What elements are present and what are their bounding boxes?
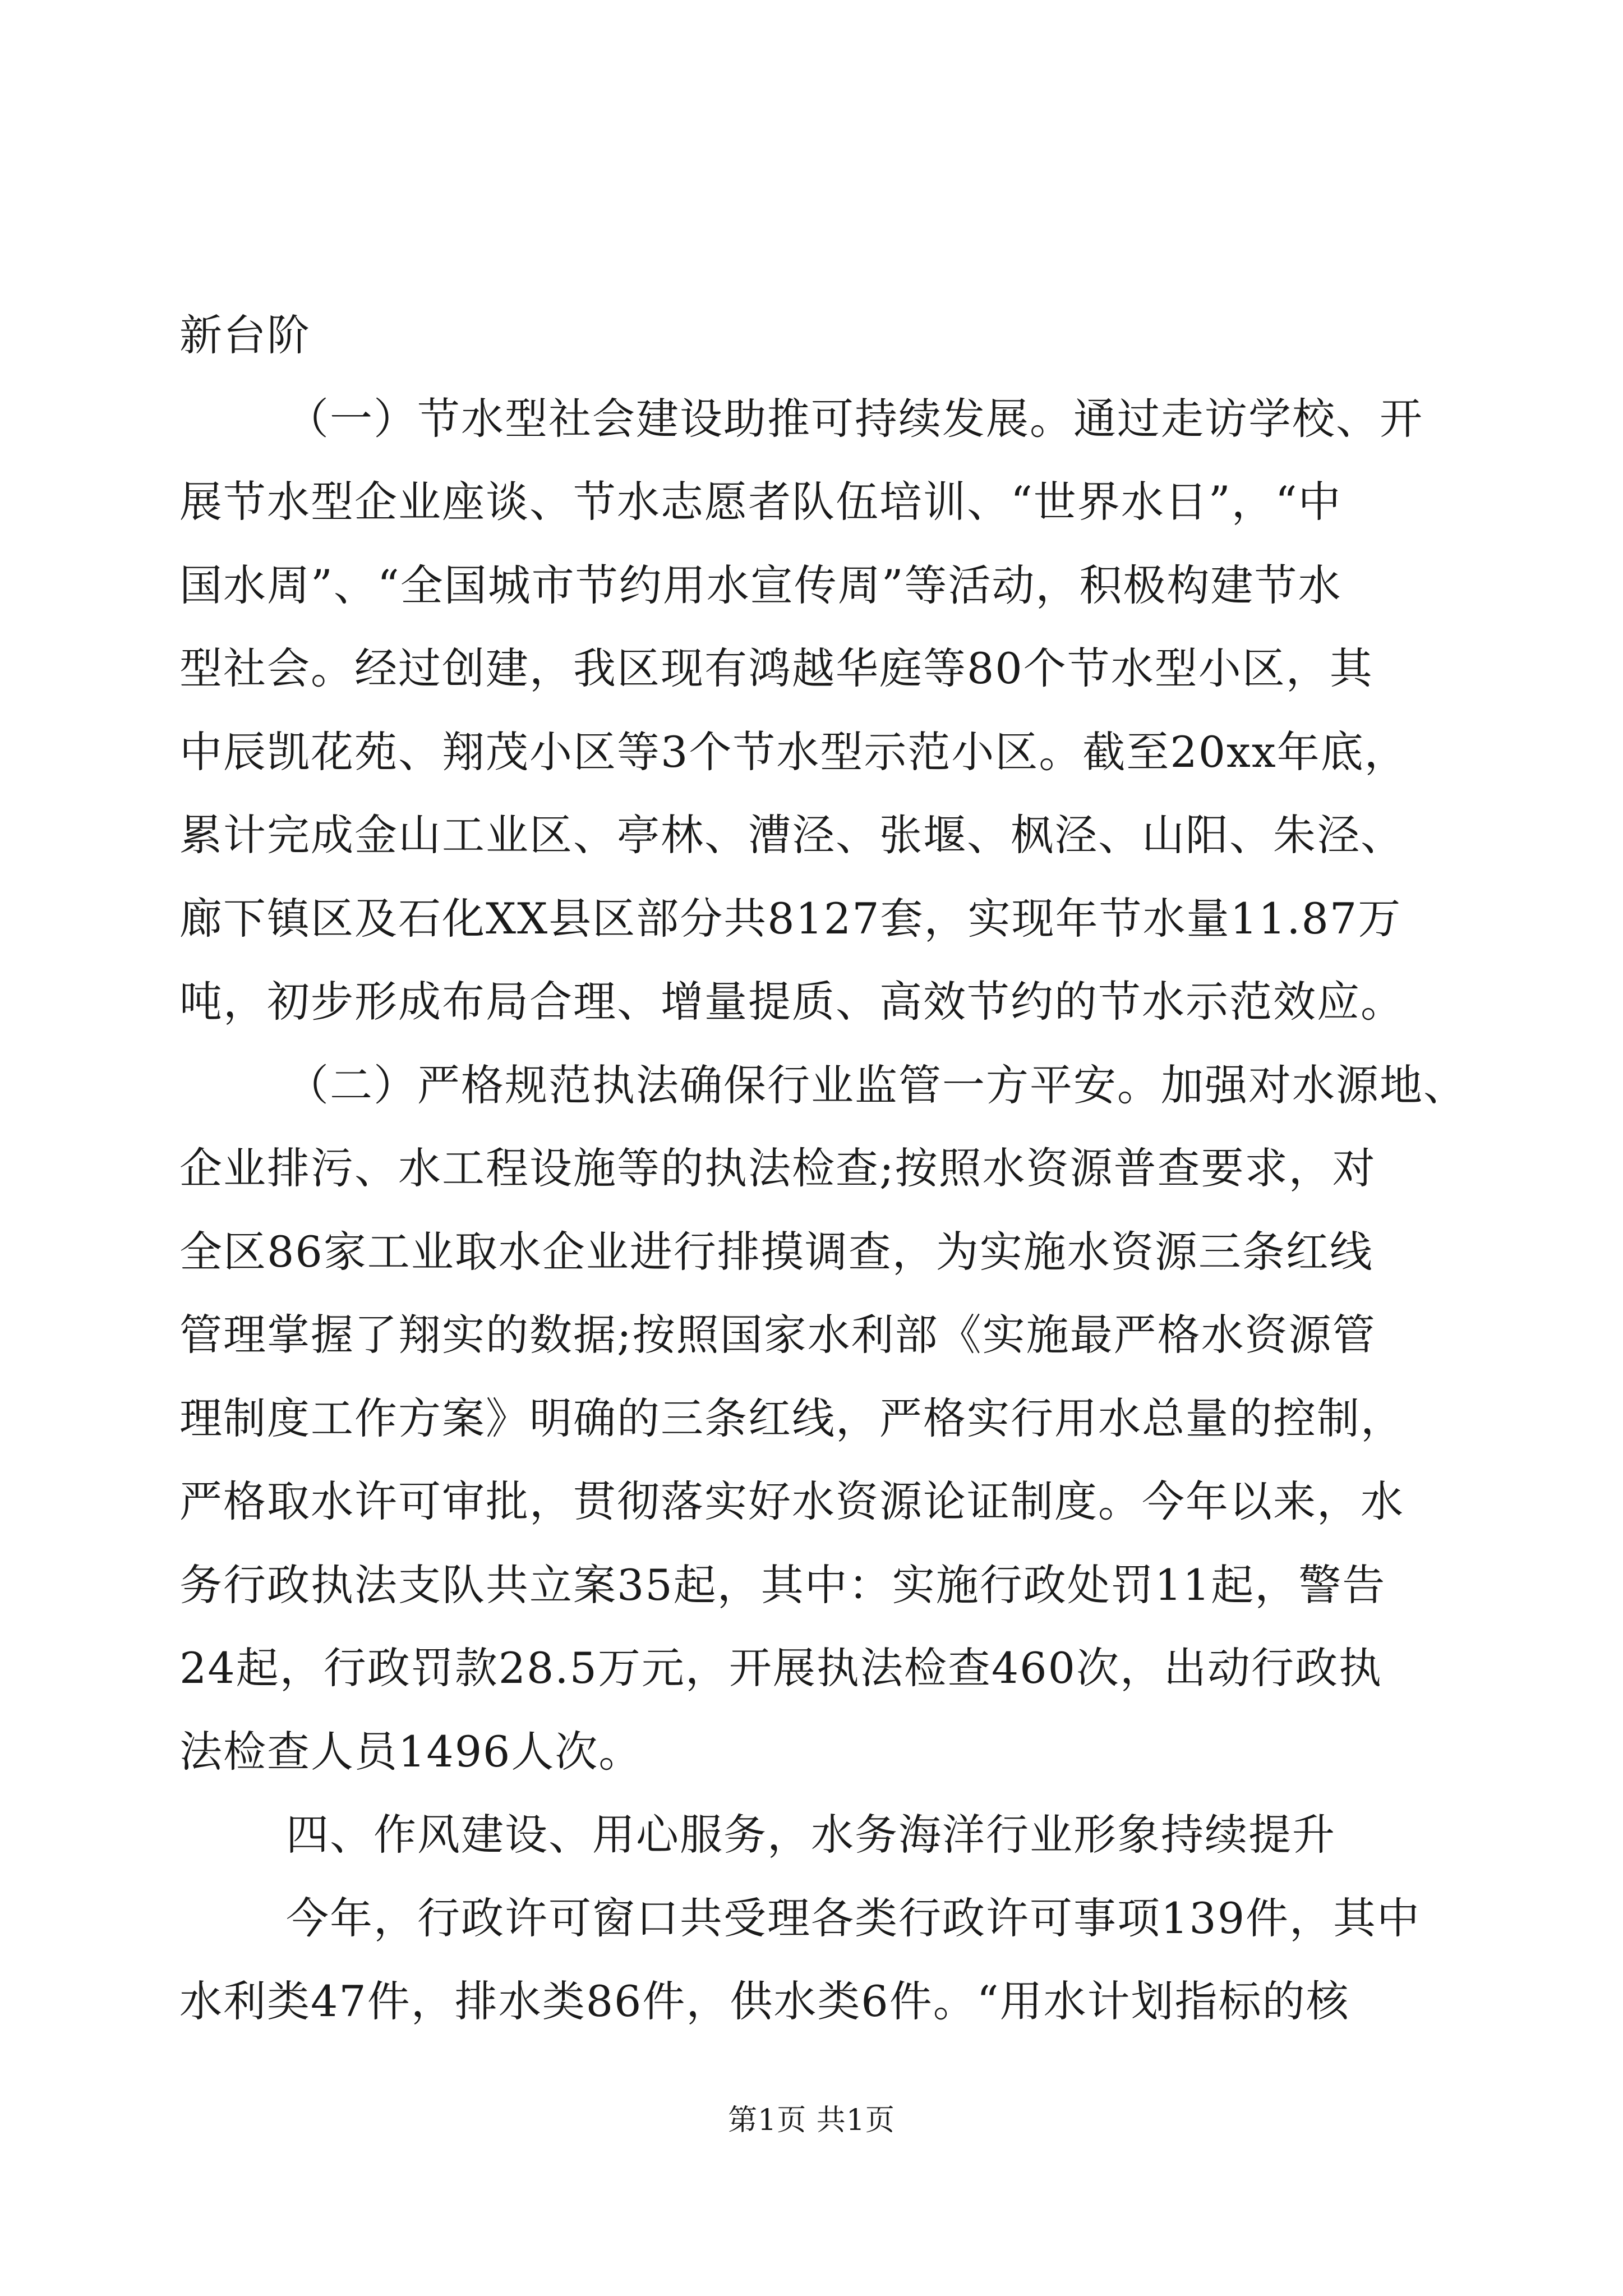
paragraph-heading-2: （二）严格规范执法确保行业监管一方平安。加强对水源地、: [286, 1060, 1467, 1110]
text-line: 企业排污、水工程设施等的执法检查;按照水资源普查要求，对: [179, 1143, 1376, 1193]
text-line: 水利类47件，排水类86件，供水类6件。“用水计划指标的核: [179, 1976, 1350, 2026]
text-line: 严格取水许可审批，贯彻落实好水资源论证制度。今年以来，水: [179, 1476, 1404, 1526]
text-line: 管理掌握了翔实的数据;按照国家水利部《实施最严格水资源管: [179, 1310, 1376, 1360]
text-line: 全区86家工业取水企业进行排摸调查，为实施水资源三条红线: [179, 1227, 1373, 1277]
text-line: 国水周”、“全国城市节约用水宣传周”等活动，积极构建节水: [179, 560, 1342, 610]
text-line: 展节水型企业座谈、节水志愿者队伍培训、“世界水日”，“中: [179, 477, 1342, 527]
text-line: 累计完成金山工业区、亭林、漕泾、张堰、枫泾、山阳、朱泾、: [179, 810, 1404, 860]
page-footer: 第1页 共1页: [728, 2104, 895, 2137]
text-line: 廊下镇区及石化XX县区部分共8127套，实现年节水量11.87万: [179, 894, 1402, 944]
section-heading-4: 四、作风建设、用心服务，水务海洋行业形象持续提升: [286, 1810, 1336, 1860]
paragraph-start: 今年，行政许可窗口共受理各类行政许可事项139件，其中: [286, 1893, 1421, 1943]
text-line: 24起，行政罚款28.5万元，开展执法检查460次，出动行政执: [179, 1643, 1382, 1693]
text-line: 新台阶: [179, 310, 311, 360]
text-line: 理制度工作方案》明确的三条红线，严格实行用水总量的控制，: [179, 1393, 1404, 1443]
text-line: 务行政执法支队共立案35起，其中：实施行政处罚11起，警告: [179, 1560, 1386, 1610]
paragraph-heading-1: （一）节水型社会建设助推可持续发展。通过走访学校、开: [286, 394, 1423, 444]
text-line: 吨，初步形成布局合理、增量提质、高效节约的节水示范效应。: [179, 977, 1404, 1027]
text-line: 法检查人员1496人次。: [179, 1727, 643, 1777]
text-line: 型社会。经过创建，我区现有鸿越华庭等80个节水型小区，其: [179, 643, 1373, 693]
text-line: 中辰凯花苑、翔茂小区等3个节水型示范小区。截至20xx年底，: [179, 727, 1408, 777]
